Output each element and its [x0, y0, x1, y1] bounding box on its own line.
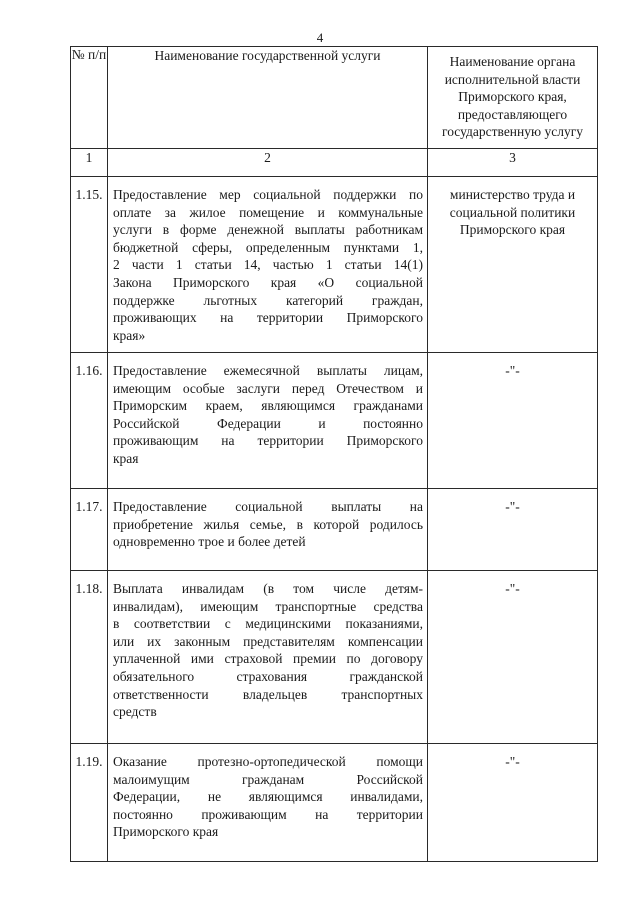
- service-name-line: 2 части 1 статьи 14, частью 1 статьи 14(1): [113, 257, 423, 273]
- row-number: 1.18.: [71, 571, 108, 744]
- service-name-line: постоянно проживающим на территории: [113, 806, 423, 822]
- service-name-line: обязательного страхования гражданской: [113, 668, 423, 684]
- service-name-line: инвалидам), имеющим транспортные средства: [113, 598, 423, 614]
- table-row: [71, 353, 598, 489]
- service-name-line: одновременно трое и более детей: [113, 534, 306, 550]
- column-index: 1: [71, 149, 108, 177]
- column-index: 3: [428, 149, 598, 177]
- header-service-name: Наименование государственной услуги: [108, 47, 428, 149]
- row-number: 1.17.: [71, 489, 108, 571]
- service-name-line: Предоставление ежемесячной выплаты лицам,: [113, 363, 423, 378]
- table-row: [71, 177, 598, 353]
- service-name-line: края»: [113, 327, 146, 343]
- table-header-row: [71, 47, 598, 149]
- authority-name: -"-: [428, 744, 598, 862]
- service-name-line: приобретение жилья семье, в которой родилось: [113, 516, 423, 532]
- service-name-line: Закона Приморского края «О социальной: [113, 274, 423, 290]
- service-name: [108, 489, 428, 571]
- service-name-line: поддержке льготных категорий граждан,: [113, 292, 423, 308]
- service-name-line: или их законным представителям компенсации: [113, 633, 423, 649]
- header-num: № п/п: [71, 47, 108, 149]
- service-name: [108, 353, 428, 489]
- service-name-line: Федерации, не являющимся инвалидами,: [113, 789, 423, 805]
- service-name-line: Российской Федерации и постоянно: [113, 415, 423, 431]
- authority-name: -"-: [428, 489, 598, 571]
- service-name-line: Приморского края: [113, 824, 219, 840]
- table-row: [71, 489, 598, 571]
- column-index-row: [71, 149, 598, 177]
- service-name-line: в соответствии с медицинскими показаниями,: [113, 616, 423, 632]
- service-name-line: услуги в форме денежной выплаты работникам: [113, 222, 423, 238]
- service-name-line: бюджетной сферы, определенным пунктами 1,: [113, 239, 423, 255]
- table-row: [71, 571, 598, 744]
- service-name: [108, 177, 428, 353]
- service-name-line: средств: [113, 704, 157, 720]
- header-authority: Наименование органа исполнительной власти Приморского края, предоставляющего государственную услугу: [428, 47, 598, 149]
- service-name-line: имеющим особые заслуги перед Отечеством и: [113, 380, 423, 396]
- page-number: 4: [316, 30, 324, 45]
- service-name-line: оплате за жилое помещение и коммунальные: [113, 204, 423, 220]
- service-name: [108, 744, 428, 862]
- authority-name: министерство труда и социальной политики Приморского края: [428, 177, 598, 353]
- service-name-line: ответственности владельцев транспортных: [113, 686, 423, 702]
- service-name-line: Предоставление социальной выплаты на: [113, 499, 423, 514]
- table-row: [71, 744, 598, 862]
- row-number: 1.19.: [71, 744, 108, 862]
- service-name-line: Предоставление мер социальной поддержки по: [113, 187, 423, 202]
- column-index: 2: [108, 149, 428, 177]
- service-name-line: проживающих на территории Приморского: [113, 310, 423, 326]
- service-name: [108, 571, 428, 744]
- row-number: 1.15.: [71, 177, 108, 353]
- service-name-line: Приморским краем, являющимся гражданами: [113, 398, 423, 414]
- service-name-line: малоимущим гражданам Российской: [113, 771, 423, 787]
- service-name-line: Выплата инвалидам (в том числе детям-: [113, 581, 423, 596]
- service-name-line: уплаченной ими страховой премии по договору: [113, 651, 423, 667]
- authority-name: -"-: [428, 571, 598, 744]
- authority-name: -"-: [428, 353, 598, 489]
- row-number: 1.16.: [71, 353, 108, 489]
- service-name-line: края: [113, 450, 139, 466]
- services-table: [70, 46, 598, 862]
- service-name-line: проживающим на территории Приморского: [113, 433, 423, 449]
- service-name-line: Оказание протезно-ортопедической помощи: [113, 754, 423, 769]
